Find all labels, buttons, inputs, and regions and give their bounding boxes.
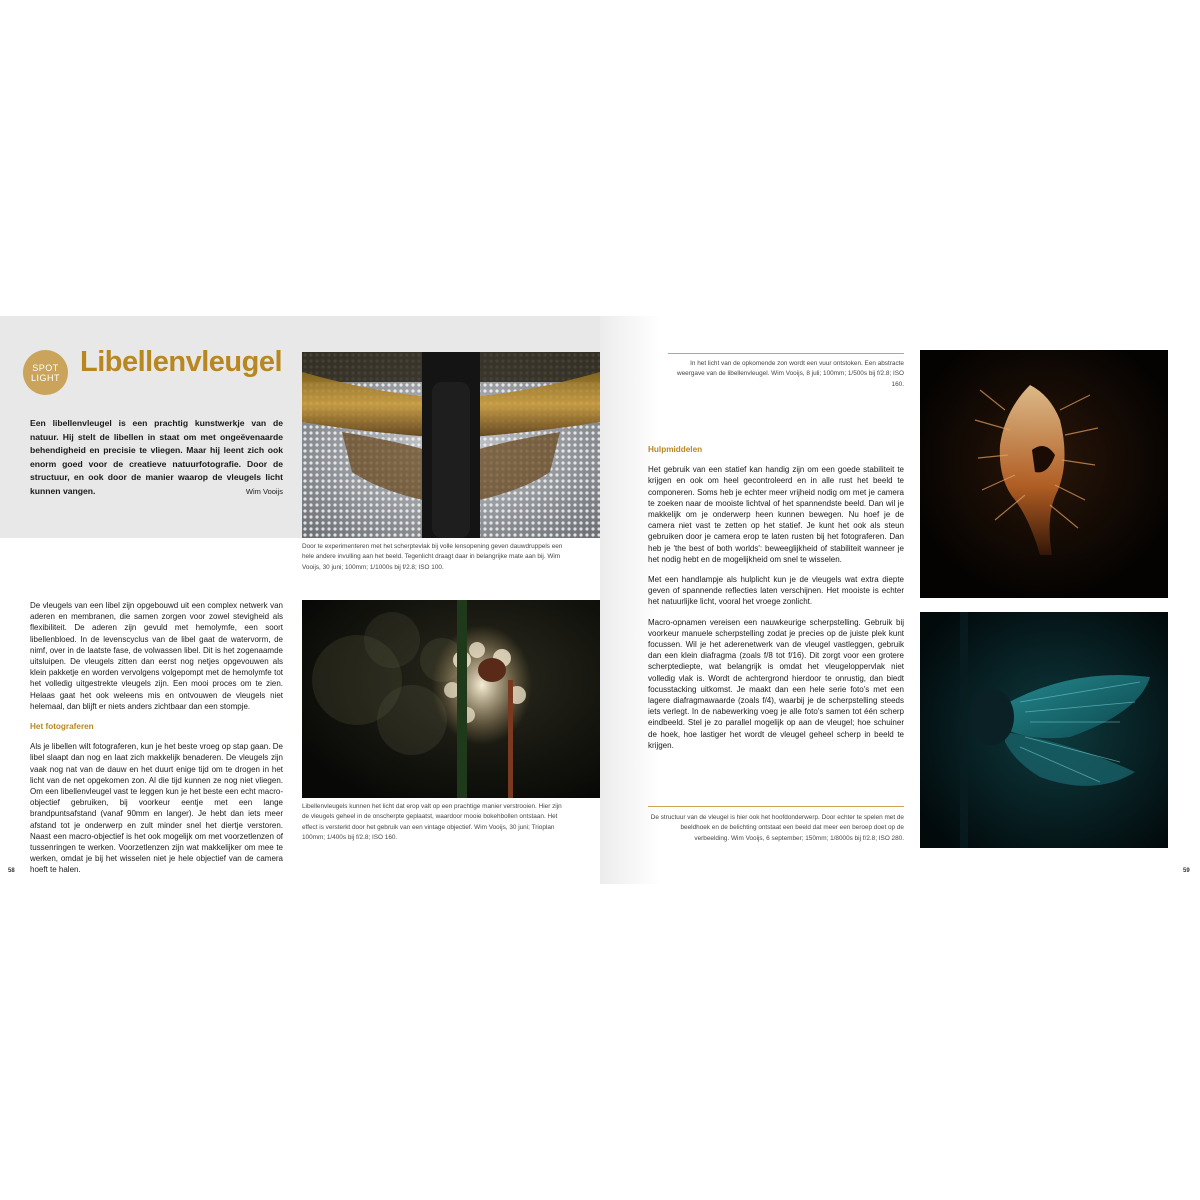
left-page: [0, 316, 600, 884]
spotlight-badge: [23, 350, 68, 395]
badge-line-1: SPOT: [32, 362, 59, 373]
caption-teal-wing: De structuur van de vleugel is hier ook het hoofdonderwerp. Door echter te spelen met de beeldhoek en de belichting ontstaat een beeld dat meer een beroep doet op de verbeelding. Wim Vooijs, 6 september; 150mm; 1/8000s bij f/2.8; ISO 280.: [650, 814, 904, 842]
subhead-fotograferen: Het fotograferen: [30, 722, 94, 732]
caption-dew-wings: Door te experimenteren met het scherptevlak bij volle lensopening geven dauwdruppels een hele andere invulling aan het beeld. Tegenlicht draagt daar in belangrijke mate aan bij. Wim Vooijs, 30 juni; 100mm; 1/1000s bij f/2.8; ISO 100.: [302, 543, 563, 571]
article-title: Libellenvleugel: [80, 346, 282, 378]
right-paragraph-3: Macro-opnamen vereisen een nauwkeurige scherpstelling. Gebruik bij voorkeur manuele scherpstelling zodat je precies op de juiste plek kunt focussen. Wil je het aderenetwerk van de vleugel vastleggen, gebruik dan een klein diafragma (zoals f/8 tot f/16). Dit zorgt voor een grotere scherptediepte, wat belangrijk is omdat het vleugeloppervlak niet volledig vlak is. Wordt de achtergrond hierdoor te onrustig, dan biedt focusstacking uitkomst. Je maakt dan een hele serie foto's met een lagere diafragmawaarde (zoals f/4), waarbij je de scherpstelling steeds iets verlegt. In de nabewerking voeg je alle foto's samen tot één scherp eindbeeld. Stel je zo parallel mogelijk op aan de vleugel; hoe schuiner de hoek, hoe lastiger het wordt de vleugel geheel scherp in beeld te krijgen.: [648, 617, 904, 750]
left-body: [30, 600, 283, 885]
photo-dew-wings: [302, 352, 600, 538]
right-page: [600, 316, 1200, 884]
right-paragraph-2: Met een handlampje als hulplicht kun je de vleugels wat extra diepte geven of spannende reflecties laten verschijnen. Het mooiste is echter het natuurlijke licht, vooral het vroege zonlicht.: [648, 575, 904, 607]
right-paragraph-1: Het gebruik van een statief kan handig zijn om een goede stabiliteit te krijgen en ook om heel gecontroleerd en in alle rust het beeld te componeren. Soms heb je echter meer vrijheid nodig om met je camera te zoeken naar de mooiste lichtval of het spannendste beeld. Dan wil je makkelijk om je onderwerp heen kunnen bewegen. Nu hoef je de camera niet vast te zetten op het statief. Je kunt het ook als steun gebruiken door je camera erop te laten rusten bij het fotograferen. Dan heb je 'the best of both worlds': beweeglijkheid of stabiliteit wanneer je het nodig hebt en de mogelijkheid om snel te wisselen.: [648, 465, 904, 564]
teal-wing-image: [920, 612, 1168, 848]
magazine-spread: [0, 316, 1200, 884]
dew-wings-image: [302, 352, 600, 538]
right-body: [648, 444, 904, 760]
intro-text: Een libellenvleugel is een prachtig kunstwerkje van de natuur. Hij stelt de libellen in staat om met ongeëvenaarde behendigheid en precisie te vliegen. Maar hij leent zich ook enorm goed voor de creatieve natuurfotografie. Door de structuur, en ook door de manier waarop de vleugels licht kunnen vangen.: [30, 418, 283, 496]
intro-author: Wim Vooijs: [245, 487, 283, 496]
left-paragraph-1: De vleugels van een libel zijn opgebouwd uit een complex netwerk van aderen en membranen, die samen zorgen voor zowel stevigheid als flexibiliteit. De aderen zijn gevuld met hemolymfe, een soort libellenbloed. In de levenscyclus van de libel gaat de watervorm, de nimf, over in de laatste fase, de volwassen libel. Dit is het zogenaamde uitsluipen. De vleugels zitten dan eerst nog netjes opgevouwen als klein pakketje en worden vervolgens volgepompt met de hemolymfe tot het volledig uitgestrekte vleugels zijn. Een mooi proces om te zien. Helaas gaat het ook weleens mis en ontvouwen de vleugels niet helemaal, dan blijft er niets anders zichtbaar dan een stompje.: [30, 601, 283, 711]
caption-rule-bottom: [648, 806, 904, 807]
intro-paragraph: [30, 417, 283, 499]
photo-fire-wing: [920, 350, 1168, 598]
page-number-left: 58: [8, 868, 15, 874]
fire-wing-image: [920, 350, 1168, 598]
caption-bokeh-dragonfly: Libellenvleugels kunnen het licht dat erop valt op een prachtige manier verstrooien. Hier zijn de vleugels geheel in de onscherpte geplaatst, waardoor mooie bokehbollen ontstaan. Het effect is versterkt door het gebruik van een vintage objectief. Wim Vooijs, 30 juni; Trioplan 100mm; 1/400s bij f/2.8; ISO 160.: [302, 803, 562, 841]
photo-teal-wing: [920, 612, 1168, 848]
photo-bokeh-dragonfly: [302, 600, 600, 798]
page-number-right: 59: [1183, 868, 1190, 874]
caption-fire-wing: In het licht van de opkomende zon wordt een vuur ontstoken. Een abstracte weergave van de libellenvleugel. Wim Vooijs, 8 juli; 100mm; 1/500s bij f/2.8; ISO 160.: [677, 360, 904, 388]
left-paragraph-2: Als je libellen wilt fotograferen, kun je het beste vroeg op stap gaan. De libel slaapt dan nog en laat zich makkelijk benaderen. De vleugels zijn vaak nog nat van de dauw en het duurt enige tijd om te drogen in het licht van de net opgekomen zon. Al die tijd kunnen ze nog niet vliegen. Om een libellenvleugel vast te leggen kun je het beste een echt macro-objectief gebruiken, bij voorkeur eentje met een lange brandpuntsafstand (vanaf 90mm en langer). Je hebt dan iets meer afstand tot je onderwerp en zult minder snel het diertje verstoren. Naast een macro-objectief is het ook mogelijk om met voorzetlenzen of tussenringen te werken. Voorzetlenzen zijn wat makkelijker om mee te werken, omdat je bij het wisselen niet je hele objectief van de camera hoeft te halen.: [30, 742, 283, 875]
badge-line-2: LIGHT: [30, 372, 60, 383]
caption-rule-top: [668, 353, 904, 354]
subhead-hulpmiddelen: Hulpmiddelen: [648, 445, 703, 454]
bokeh-dragonfly-image: [302, 600, 600, 798]
